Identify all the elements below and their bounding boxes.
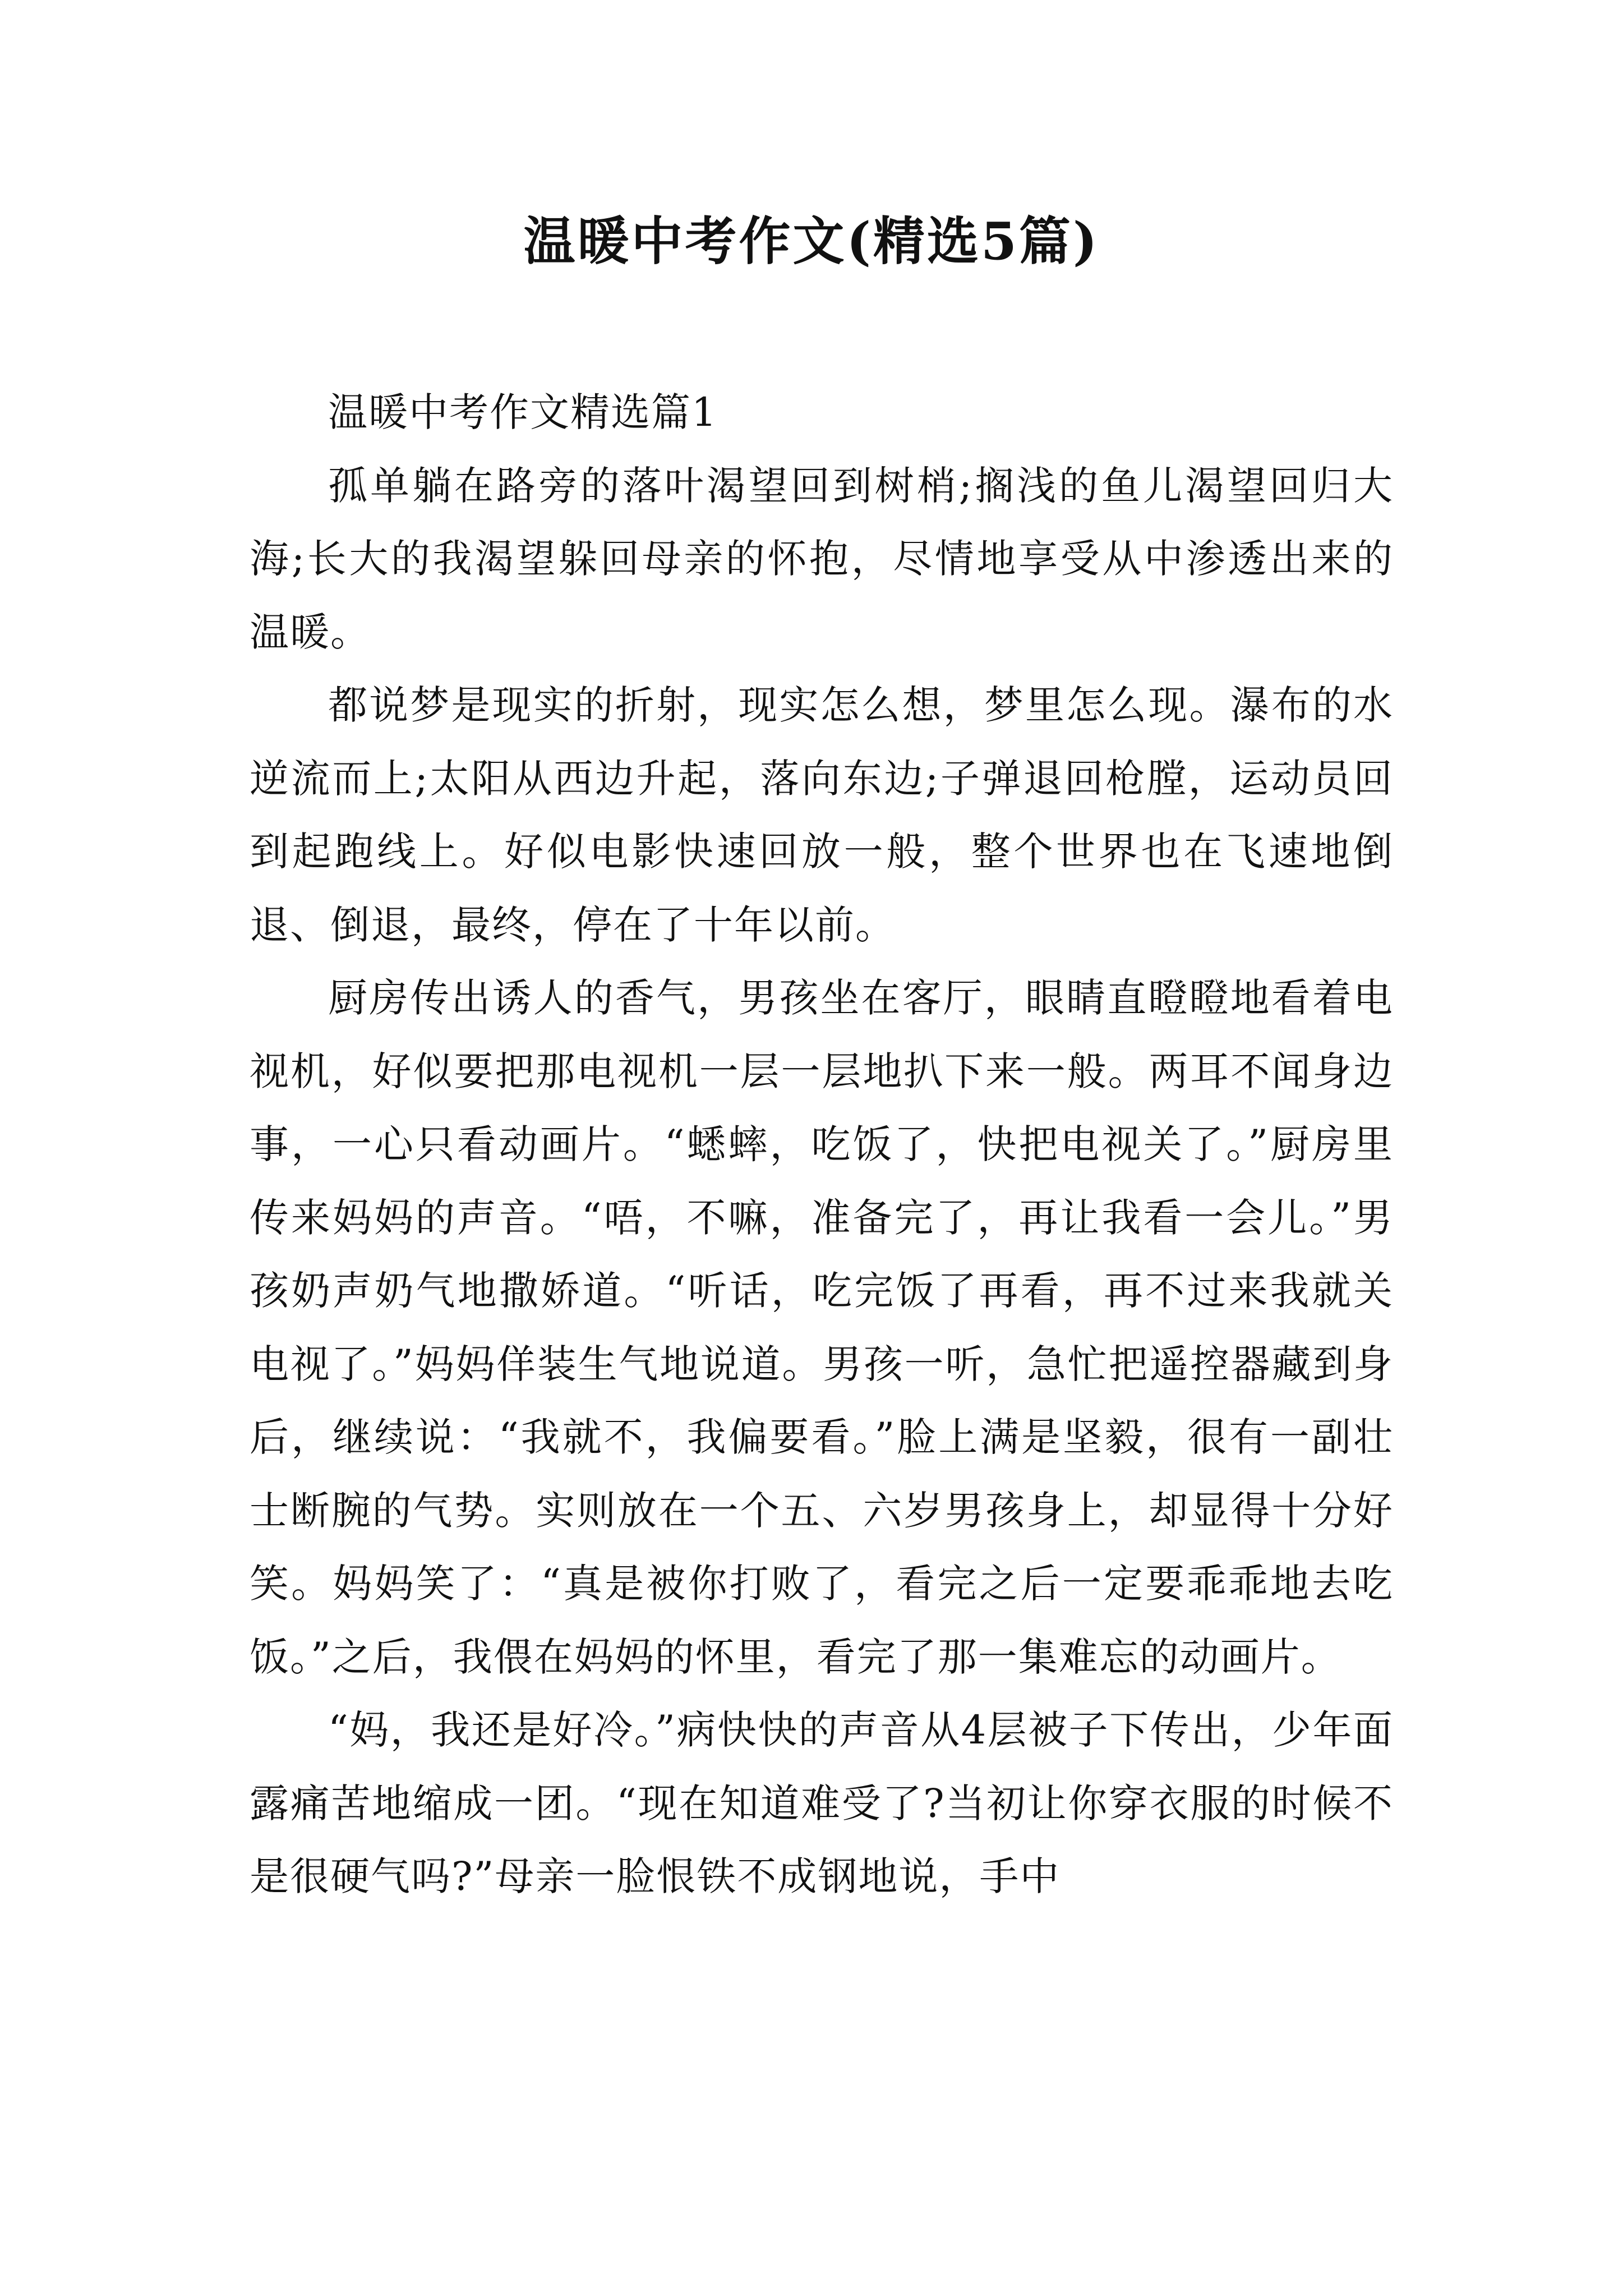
paragraph-4: “妈，我还是好冷。”病快快的声音从4层被子下传出，少年面露痛苦地缩成一团。“现在知道难受了?当初让你穿衣服的时候不是很硬气吗?”母亲一脸恨铁不成钢地说，手中 [250, 1707, 1394, 1899]
section-heading: 温暖中考作文精选篇1 [328, 389, 718, 435]
paragraph-1: 孤单躺在路旁的落叶渴望回到树梢;搁浅的鱼儿渴望回归大海;长大的我渴望躲回母亲的怀抱，尽情地享受从中渗透出来的温暖。 [250, 462, 1394, 655]
document-body [250, 376, 1394, 1913]
paragraph-3: 厨房传出诱人的香气，男孩坐在客厅，眼睛直瞪瞪地看着电视机，好似要把那电视机一层一层地扒下来一般。两耳不闻身边事，一心只看动画片。“蟋蟀，吃饭了，快把电视关了。”厨房里传来妈妈的声音。“唔，不嘛，准备完了，再让我看一会儿。”男孩奶声奶气地撒娇道。“听话，吃完饭了再看，再不过来我就关电视了。”妈妈佯装生气地说道。男孩一听，急忙把遥控器藏到身后，继续说：“我就不，我偏要看。”脸上满是坚毅，很有一副壮士断腕的气势。实则放在一个五、六岁男孩身上，却显得十分好笑。妈妈笑了：“真是被你打败了，看完之后一定要乖乖地去吃饭。”之后，我偎在妈妈的怀里，看完了那一集难忘的动画片。 [250, 975, 1394, 1680]
document-title: 温暖中考作文(精选5篇) [523, 211, 1100, 272]
paragraph-2: 都说梦是现实的折射，现实怎么想，梦里怎么现。瀑布的水逆流而上;太阳从西边升起，落向东边;子弹退回枪膛，运动员回到起跑线上。好似电影快速回放一般，整个世界也在飞速地倒退、倒退，最终，停在了十年以前。 [250, 682, 1394, 948]
